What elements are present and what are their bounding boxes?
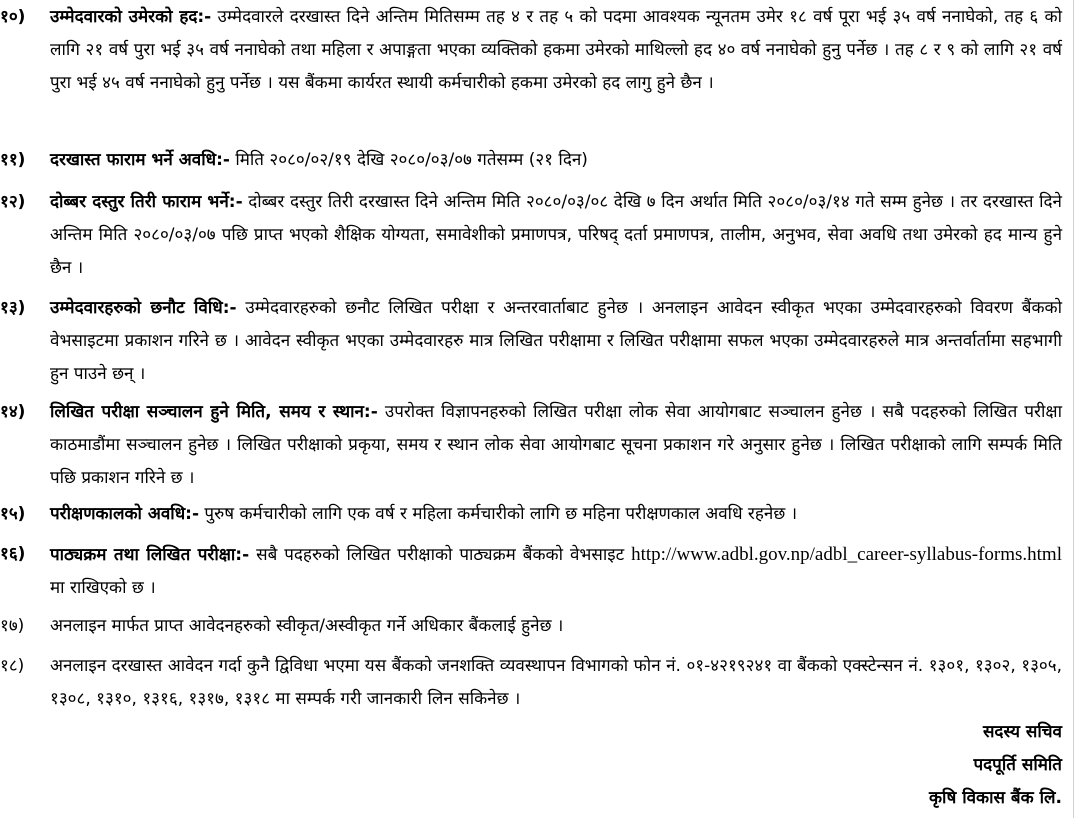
clause-text: उम्मेदवारहरुको छनौट लिखित परीक्षा र अन्तरवार्ताबाट हुनेछ । अनलाइन आवेदन स्वीकृत भएका उम्मेदवारहरुको विवरण बैंकको वेभसाइटमा प्रकाशन गरिने छ । आवेदन स्वीकृत भएका उम्मेदवारहरु मात्र लिखित परीक्षामा र लिखित परीक्षामा सफल भएका उम्मेदवारहरुले मात्र अन्तर्वार्तामा सहभागी हुन पाउने छन् । bbox=[50, 298, 1062, 384]
clause-18-contact bbox=[0, 650, 1080, 716]
clause-heading: लिखित परीक्षा सञ्चालन हुने मिति, समय र स्थान:- bbox=[50, 402, 378, 422]
clause-heading: पाठ्यक्रम तथा लिखित परीक्षा:- bbox=[50, 545, 250, 565]
clause-16-syllabus bbox=[0, 538, 1080, 605]
clause-text: उपरोक्त विज्ञापनहरुको लिखित परीक्षा लोक सेवा आयोगबाट सञ्चालन हुनेछ । सबै पदहरुको लिखित परीक्षा काठमाडौंमा सञ्चालन हुनेछ । लिखित परीक्षाको प्रकृया, समय र स्थान लोक सेवा आयोगबाट सूचना प्रकाशन गरे अनुसार हुनेछ । लिखित परीक्षाको लागि सम्पर्क मिति पछि प्रकाशन गरिने छ । bbox=[50, 402, 1062, 488]
clause-text-after: मा राखिएको छ । bbox=[50, 578, 156, 598]
clause-text: अनलाइन दरखास्त आवेदन गर्दा कुनै द्विविधा भएमा यस बैंकको जनशक्ति व्यवस्थापन विभागको फोन नं. ०१-४२१९२४१ वा बैंकको एक्स्टेन्सन नं. १३०१, १३०२, १३०५, १३०८, १३१०, १३१६, १३१७, १३१८ मा सम्पर्क गरी जानकारी लिन सकिनेछ । bbox=[50, 656, 1062, 709]
clause-number: १४) bbox=[0, 402, 26, 422]
clause-number: १६) bbox=[0, 544, 26, 564]
clause-number: १०) bbox=[0, 7, 26, 27]
clause-number: १२) bbox=[0, 192, 26, 212]
clause-number: १३) bbox=[0, 298, 26, 318]
signature-block bbox=[929, 716, 1062, 815]
clause-heading: परीक्षणकालको अवधि:- bbox=[50, 504, 200, 524]
clause-number: १७) bbox=[0, 616, 25, 636]
clause-heading: दोब्बर दस्तुर तिरी फाराम भर्ने:- bbox=[50, 192, 243, 212]
clause-heading: दरखास्त फाराम भर्ने अवधि:- bbox=[50, 150, 230, 170]
clause-text: दोब्बर दस्तुर तिरी दरखास्त दिने अन्तिम मिति २०८०/०३/०८ देखि ७ दिन अर्थात मिति २०८०/०३/१४ गते सम्म हुनेछ । तर दरखास्त दिने अन्तिम मिति २०८०/०३/०७ पछि प्राप्त भएको शैक्षिक योग्यता, समावेशीको प्रमाणपत्र, परिषद् दर्ता प्रमाणपत्र, तालीम, अनुभव, सेवा अवधि तथा उमेरको हद मान्य हुने छैन । bbox=[50, 192, 1062, 278]
signature-committee: पदपूर्ति समिति bbox=[973, 755, 1062, 775]
clause-12-double-fee bbox=[0, 186, 1080, 285]
clause-text: पुरुष कर्मचारीको लागि एक वर्ष र महिला कर्मचारीको लागि छ महिना परीक्षणकाल अवधि रहनेछ । bbox=[199, 504, 798, 524]
clause-heading: उम्मेदवारको उमेरको हद:- bbox=[50, 7, 212, 27]
clause-11-application-period bbox=[0, 144, 1080, 177]
clause-number: १८) bbox=[0, 656, 25, 676]
syllabus-link[interactable]: http://www.adbl.gov.np/adbl_career-syllabus-forms.html bbox=[631, 544, 1062, 565]
signature-organization: कृषि विकास बैंक लि. bbox=[929, 788, 1062, 808]
clause-10-age-limit bbox=[0, 1, 1080, 100]
clause-14-written-exam bbox=[0, 396, 1080, 495]
clause-13-selection-method bbox=[0, 292, 1080, 391]
clause-heading: उम्मेदवारहरुको छनौट विधि:- bbox=[50, 298, 237, 318]
clause-text: उम्मेदवारले दरखास्त दिने अन्तिम मितिसम्म तह ४ र तह ५ को पदमा आवश्यक न्यूनतम उमेर १८ वर्ष पूरा भई ३५ वर्ष ननाघेको, तह ६ को लागि २१ वर्ष पुरा भई ३५ वर्ष ननाघेको तथा महिला र अपाङ्गता भएका व्यक्तिको हकमा उमेरको माथिल्लो हद ४० वर्ष ननाघेको हुनु पर्नेछ । तह ८ र ९ को लागि २१ वर्ष पुरा भई ४५ वर्ष ननाघेको हुनु पर्नेछ । यस बैंकमा कार्यरत स्थायी कर्मचारीको हकमा उमेरको हद लागु हुने छैन । bbox=[50, 7, 1062, 93]
page-edge-divider bbox=[1073, 0, 1074, 818]
clause-17-approval-right bbox=[0, 610, 1080, 643]
clause-number: ११) bbox=[0, 150, 26, 170]
clause-text: अनलाइन मार्फत प्राप्त आवेदनहरुको स्वीकृत/अस्वीकृत गर्ने अधिकार बैंकलाई हुनेछ । bbox=[50, 616, 564, 636]
clause-text: सबै पदहरुको लिखित परीक्षाको पाठ्यक्रम बैंकको वेभसाइट bbox=[249, 545, 632, 565]
signature-title: सदस्य सचिव bbox=[982, 722, 1062, 742]
clause-15-probation bbox=[0, 498, 1080, 531]
clause-number: १५) bbox=[0, 504, 26, 524]
clause-text: मिति २०८०/०२/१९ देखि २०८०/०३/०७ गतेसम्म (२१ दिन) bbox=[229, 150, 588, 170]
